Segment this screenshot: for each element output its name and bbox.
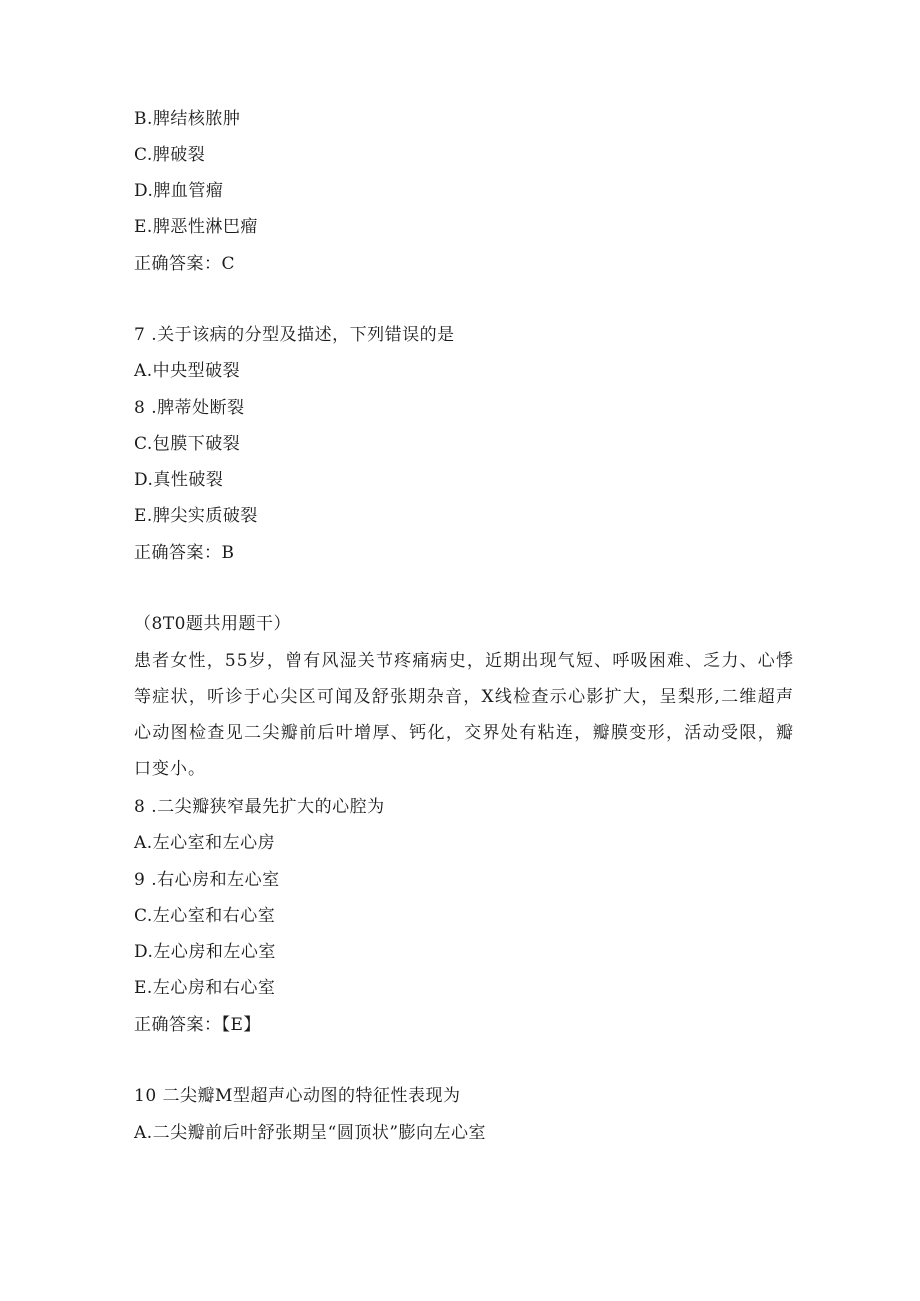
option-b: 8 .脾蒂处断裂 — [134, 398, 245, 418]
answer-line: 正确答案：C — [134, 254, 236, 274]
option-b: 9 .右心房和左心室 — [134, 870, 280, 890]
option-e: E.脾恶性淋巴瘤 — [134, 217, 258, 237]
option-b: B.脾结核脓肿 — [134, 109, 241, 129]
question-8: 8 .二尖瓣狭窄最先扩大的心腔为 — [134, 797, 385, 817]
option-d: D.左心房和左心室 — [134, 942, 276, 962]
question-7: 7 .关于该病的分型及描述，下列错误的是 — [134, 325, 455, 345]
option-c: C.脾破裂 — [134, 145, 206, 165]
option-c: C.包膜下破裂 — [134, 434, 241, 454]
option-d: D.真性破裂 — [134, 470, 224, 490]
option-d: D.脾血管瘤 — [134, 181, 224, 201]
option-a: A.二尖瓣前后叶舒张期呈“圆顶状”膨向左心室 — [134, 1123, 487, 1143]
group-header: （8T0题共用题干） — [134, 614, 291, 634]
question-10: 10 二尖瓣M型超声心动图的特征性表现为 — [134, 1086, 461, 1106]
option-e: E.左心房和右心室 — [134, 978, 276, 998]
option-a: A.左心室和左心房 — [134, 833, 276, 853]
answer-line: 正确答案：B — [134, 543, 235, 563]
option-c: C.左心室和右心室 — [134, 906, 276, 926]
answer-line: 正确答案：【E】 — [134, 1015, 261, 1035]
question-stem: 患者女性，55岁，曾有风湿关节疼痛病史，近期出现气短、呼吸困难、乏力、心悸等症状，听诊于心尖区可闻及舒张期杂音，X线检查示心影扩大，呈梨形,二维超声心动图检查见二尖瓣前后叶增厚、钙化，交界处有粘连，瓣膜变形，活动受限，瓣口变小。 — [134, 651, 794, 779]
option-e: E.脾尖实质破裂 — [134, 506, 258, 526]
option-a: A.中央型破裂 — [134, 361, 241, 381]
